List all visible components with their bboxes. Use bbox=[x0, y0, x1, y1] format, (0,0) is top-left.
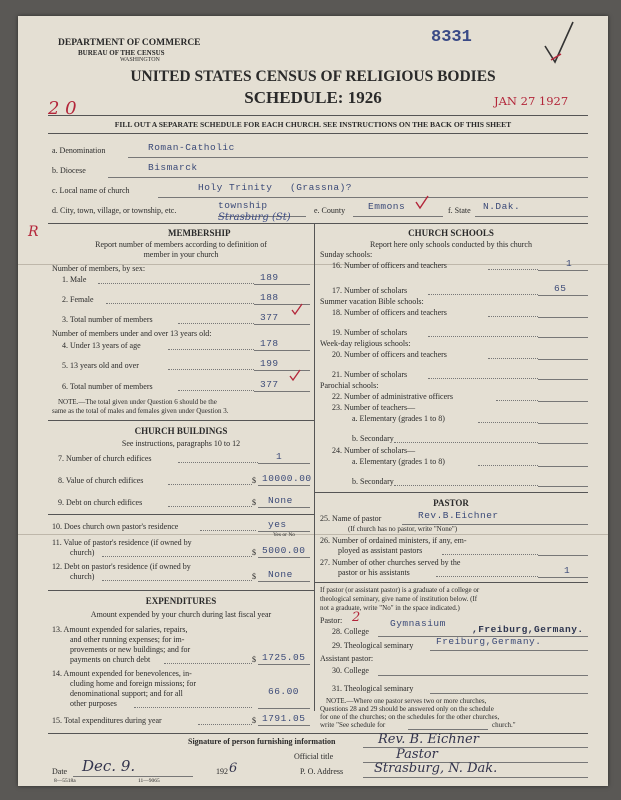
total-members-value: 377 bbox=[260, 312, 279, 323]
check-mark-icon bbox=[288, 368, 302, 382]
church-name-label: c. Local name of church bbox=[52, 186, 130, 195]
running-expenses-label: 13. Amount expended for salaries, repairs, bbox=[52, 625, 188, 634]
county-value: Emmons bbox=[368, 201, 406, 212]
bureau-name: BUREAU OF THE CENSUS bbox=[78, 49, 165, 57]
church-name-extra: (Grassna)? bbox=[290, 182, 353, 193]
instruction-line: FILL OUT A SEPARATE SCHEDULE FOR EACH CHURCH. SEE INSTRUCTIONS ON THE BACK OF THIS SHEET bbox=[114, 120, 512, 129]
city-handwritten: Strasburg (St) bbox=[218, 212, 291, 223]
under-13-value: 178 bbox=[260, 338, 279, 349]
total-by-age-value: 377 bbox=[260, 379, 279, 390]
schools-title: CHURCH SCHOOLS bbox=[408, 228, 494, 238]
membership-title: MEMBERSHIP bbox=[168, 228, 231, 238]
diocese-label: b. Diocese bbox=[52, 166, 86, 175]
benevolences-label: 14. Amount expended for benevolences, in- bbox=[52, 669, 192, 678]
check-mark-icon bbox=[414, 194, 430, 210]
check-mark-icon bbox=[290, 302, 304, 316]
paper-fold bbox=[18, 534, 608, 535]
signature-label: Signature of person furnishing information bbox=[188, 737, 336, 746]
city-name: WASHINGTON bbox=[120, 57, 160, 63]
over-13-label: 5. 13 years old and over bbox=[62, 361, 139, 370]
residence-debt-value: None bbox=[268, 569, 293, 580]
sunday-teachers-value: 1 bbox=[566, 258, 573, 269]
owns-residence-value: yes bbox=[268, 519, 287, 530]
female-value: 188 bbox=[260, 292, 279, 303]
schedule-title: SCHEDULE: 1926 bbox=[244, 88, 382, 107]
edifices-debt-value: None bbox=[268, 495, 293, 506]
handwritten-code: 2 0 bbox=[48, 98, 77, 119]
membership-note: NOTE.—The total given under Question 6 should be the bbox=[58, 398, 217, 406]
city-value: township bbox=[218, 200, 268, 211]
po-address-value: Strasburg, N. Dak. bbox=[374, 761, 498, 776]
pastor-seminary-label: 29. Theological seminary bbox=[332, 641, 414, 650]
state-value: N.Dak. bbox=[483, 201, 521, 212]
date-label: Date bbox=[52, 767, 68, 776]
denomination-value: Roman-Catholic bbox=[148, 142, 235, 153]
other-churches-label: 27. Number of other churches served by the bbox=[320, 558, 461, 567]
benevolences-value: 66.00 bbox=[268, 686, 300, 697]
residence-value-label: 11. Value of pastor's residence (if owned by bbox=[52, 538, 192, 547]
pastor-college-label: 28. College bbox=[332, 627, 369, 636]
membership-intro: Report number of members according to definition of bbox=[95, 240, 267, 249]
sunday-scholars-value: 65 bbox=[554, 283, 567, 294]
pastor-name-value: Rev.B.Eichner bbox=[418, 510, 499, 521]
over-13-value: 199 bbox=[260, 358, 279, 369]
margin-mark: R bbox=[28, 224, 39, 240]
residence-debt-label: 12. Debt on pastor's residence (if owned by bbox=[52, 562, 191, 571]
official-title-value: Pastor bbox=[396, 747, 438, 762]
owns-residence-label: 10. Does church own pastor's residence bbox=[52, 522, 179, 531]
date-value: Dec. 9. bbox=[82, 757, 136, 775]
sunday-scholars-label: 17. Number of scholars bbox=[332, 286, 408, 295]
buildings-title: CHURCH BUILDINGS bbox=[134, 426, 228, 436]
residence-value: 5000.00 bbox=[262, 545, 306, 556]
male-label: 1. Male bbox=[62, 275, 87, 284]
diocese-value: Bismarck bbox=[148, 162, 198, 173]
denomination-label: a. Denomination bbox=[52, 146, 106, 155]
church-name-value: Holy Trinity bbox=[198, 182, 273, 193]
edifices-debt-label: 9. Debt on church edifices bbox=[58, 498, 143, 507]
edifices-value: 10000.00 bbox=[262, 473, 312, 484]
total-expenditures-label: 15. Total expenditures during year bbox=[52, 716, 162, 725]
pastor-name-label: 25. Name of pastor bbox=[320, 514, 382, 523]
total-by-age-label: 6. Total number of members bbox=[62, 382, 153, 391]
male-value: 189 bbox=[260, 272, 279, 283]
date-year-digit: 6 bbox=[229, 761, 238, 776]
under-13-label: 4. Under 13 years of age bbox=[62, 341, 141, 350]
census-schedule-sheet: DEPARTMENT OF COMMERCE BUREAU OF THE CENSUS WASHINGTON 8331 UNITED STATES CENSUS OF RELIGIOUS BODIES SCHEDULE: 1926 2 0 JAN 27 1927 FILL OUT A SEPARATE SCHEDULE FOR EACH CHURCH. SEE INSTRUCTIONS ON THE BACK OF THIS SHEET R a. Denomination Roman-Catholic b. Diocese Bismarck c. Local name of church Holy Trinity (Grassna)? d. City, town, village, or township, etc. township Strasburg (St) e. County Emmons f. State N.Dak. MEMBERSHIP Report number of members according to definition of member in your church Number of members, by sex: 1. Male 189 2. Female 188 3. Total number of members 377 Number of members under and over 13 years old: 4. Under 13 years of age 178 5. 13 years old and over 199 6. Total number of members 377 NOTE.—The total given under Question 6 should be the same as the total of males and females given under Question 3. CHURCH BUILDINGS See instructions, paragraphs 10 to 12 7. Number of church edifices 1 8. Value of church edifices $ 10000.00 9. Debt on church edifices $ None 10. Does church own pastor's residence yes Yes or No 11. Value of pastor's residence (if owned by church) $ 5000.00 12. Debt on pastor's residence (if owned by church) $ None EXPENDITURES Amount expended by your church during last fiscal year 13. Amount expended for salaries, repairs, and other running expenses; for im- provements or new buildings; and for payments on church debt $ 1725.05 14. Amount expended for benevolences, in- cluding home and foreign missions; for denominational support; and for all other purposes 66.00 15. Total expenditures during year $ 1791.05 CHURCH SCHOOLS Report here only schools conducted by this church Sunday schools: 16. Number of officers and teachers 1 17. Number of scholars 65 Summer vacation Bible schools: 18. Number of officers and teachers 19. Number of scholars Week-day religious schools: 20. Number of officers and teachers 21. Number of scholars Parochial schools: 22. Number of administrative officers 23. Number of teachers— a. Elementary (grades 1 to 8) b. Secondary 24. Number of scholars— a. Elementary (grades 1 to 8) b. Secondary PASTOR 25. Name of pastor Rev.B.Eichner (If church has no pastor, write "None") 26. Number of ordained ministers, if any, em- ployed as assistant pastors 27. Number of other churches served by the pastor or his assistants 1 If pastor (or assistant pastor) is a graduate of a college or theological seminary, give name of institution below. (If not a graduate, write "No" in the space indicated.) Pastor: 2 28. College Gymnasium ,Freiburg,Germany. 29. Theological seminary Freiburg,Germany. Assistant pastor: 30. College 31. Theological seminary NOTE.—Where one pastor serves two or more churches, Questions 28 and 29 should be answered only on the schedule for one of the churches; on the schedules for the other churches, write "See schedule for church." Signature of person furnishing information Rev. B. Eichner Official title Pastor Date Dec. 9. 192 6 8—5518a 11—9065 P. O. Address Strasburg, N. Dak. bbox=[18, 16, 608, 786]
pastor-college-value: Gymnasium bbox=[390, 618, 446, 629]
received-date-stamp: JAN 27 1927 bbox=[494, 94, 569, 108]
po-address-label: P. O. Address bbox=[300, 767, 344, 776]
official-title-label: Official title bbox=[294, 752, 334, 761]
county-label: e. County bbox=[314, 206, 346, 215]
total-members-label: 3. Total number of members bbox=[62, 315, 153, 324]
pastor-title: PASTOR bbox=[433, 498, 469, 508]
total-expenditures-value: 1791.05 bbox=[262, 713, 306, 724]
sunday-teachers-label: 16. Number of officers and teachers bbox=[332, 261, 447, 270]
female-label: 2. Female bbox=[62, 295, 94, 304]
signature-value: Rev. B. Eichner bbox=[378, 732, 479, 747]
city-label: d. City, town, village, or township, etc. bbox=[52, 206, 177, 215]
running-expenses-value: 1725.05 bbox=[262, 652, 306, 663]
pastor-college-place: ,Freiburg,Germany. bbox=[472, 624, 584, 635]
form-title: UNITED STATES CENSUS OF RELIGIOUS BODIES bbox=[130, 68, 496, 85]
edifices-value-label: 8. Value of church edifices bbox=[58, 476, 144, 485]
check-mark-icon bbox=[541, 20, 577, 68]
assistant-ministers-label: 26. Number of ordained ministers, if any, em- bbox=[320, 536, 467, 545]
expenditures-title: EXPENDITURES bbox=[145, 596, 217, 606]
department-name: DEPARTMENT OF COMMERCE bbox=[58, 38, 201, 48]
edifices-count-label: 7. Number of church edifices bbox=[58, 454, 152, 463]
edifices-count-value: 1 bbox=[276, 451, 283, 462]
state-label: f. State bbox=[448, 206, 471, 215]
pastor-seminary-value: Freiburg,Germany. bbox=[436, 636, 542, 647]
schedule-number: 8331 bbox=[431, 28, 472, 47]
other-churches-value: 1 bbox=[564, 565, 571, 576]
